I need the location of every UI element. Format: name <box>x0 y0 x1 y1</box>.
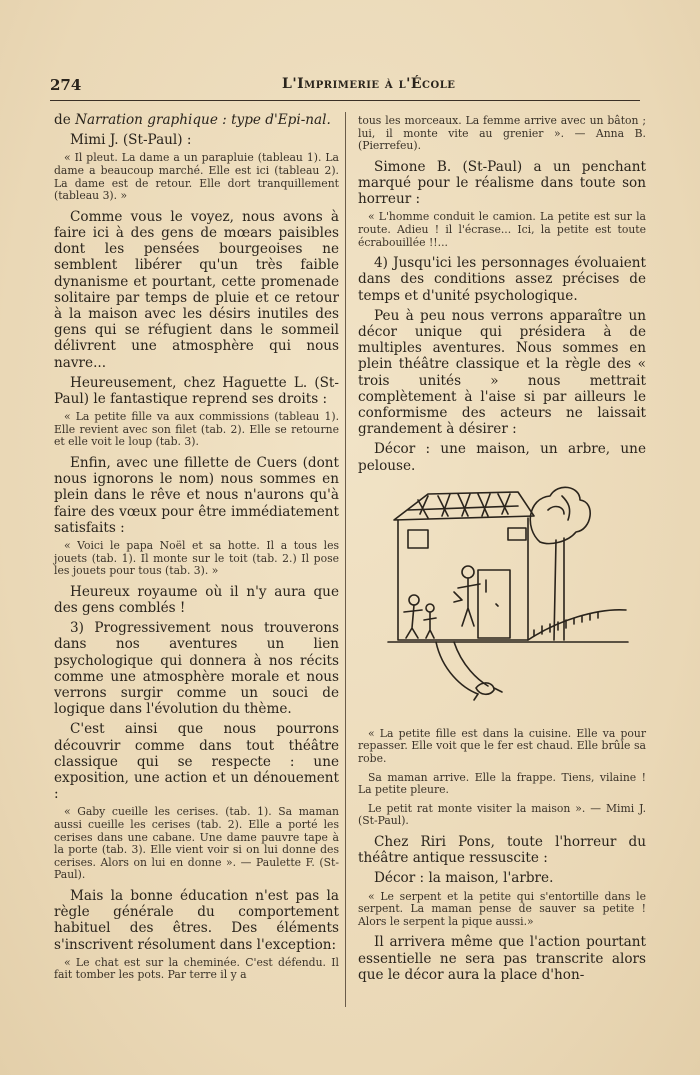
paragraph: Décor : une maison, un arbre, une pelouse. <box>358 441 646 474</box>
paragraph: Mimi J. (St-Paul) : <box>70 132 192 149</box>
paragraph: Enfin, avec une fillette de Cuers (dont nous ignorons le nom) nous sommes en plein dans le rêve et nous n'aurons qu'à faire des vœux pour être immédiatement satisfaits : <box>54 455 339 536</box>
page-number: 274 <box>50 76 82 94</box>
paragraph: Heureusement, chez Haguette L. (St-Paul) le fantastique reprend ses droits : <box>54 374 339 408</box>
text-span: de <box>54 112 76 128</box>
left-column <box>54 112 339 988</box>
quote: Sa maman arrive. Elle la frappe. Tiens, vilaine ! La petite pleure. <box>358 770 646 797</box>
child-drawing-house-illustration <box>358 480 646 720</box>
paragraph: 4) Jusqu'ici les personnages évoluaient dans des conditions assez précises de temps et d'unité psychologique. <box>358 255 646 304</box>
paragraph: Il arrivera même que l'action pourtant essentielle ne sera pas transcrite alors que le décor aura la place d'hon- <box>358 934 646 983</box>
quote: « La petite fille va aux commissions (tableau 1). Elle revient avec son filet (tab. 2). Elle se retourne et elle voit le loup (tab. 3). <box>54 410 339 449</box>
quote: « Le chat est sur la cheminée. C'est défendu. Il fait tomber les pots. Par terre il y a <box>54 955 339 982</box>
quote: « La petite fille est dans la cuisine. Elle va pour repasser. Elle voit que le fer est chaud. Elle brûle sa robe. <box>358 726 646 765</box>
page-header <box>50 72 640 101</box>
quote: tous les morceaux. La femme arrive avec un bâton ; lui, il monte vite au grenier ». — Anna B. (Pierrefeu). <box>358 114 646 153</box>
quote: « L'homme conduit le camion. La petite est sur la route. Adieu ! il l'écrase... Ici, la petite est toute écrabouillée !!... <box>358 210 646 249</box>
paragraph: Heureux royaume où il n'y aura que des gens comblés ! <box>54 583 339 616</box>
paragraph <box>54 112 339 128</box>
paragraph: 3) Progressivement nous trouverons dans nos aventures un lien psychologique qui donnera à nos récits comme une atmosphère morale et nous verrons surgir comme un souci de logique dans l'évolution du thème. <box>54 620 339 718</box>
paragraph: Décor : la maison, l'arbre. <box>374 870 554 887</box>
paragraph: Mais la bonne éducation n'est pas la règle générale du comportement habituel des êtres. Des éléments s'inscrivent résolument dans l'exception: <box>54 888 339 953</box>
quote: Le petit rat monte visiter la maison ». — Mimi J. (St-Paul). <box>358 801 646 828</box>
column-divider <box>345 112 346 1007</box>
quote: « Gaby cueille les cerises. (tab. 1). Sa maman aussi cueille les cerises (tab. 2). Elle a porté les cerises dans une cabane. Une dame pauvre tape à la porte (tab. 3). Elle vient voir si on lui donne des cerises. Alors on lui en donne ». — Paulette F. (St-Paul). <box>54 805 339 882</box>
paragraph: C'est ainsi que nous pourrons découvrir comme dans tout théâtre classique qui se respecte : une exposition, une action et un dénouement : <box>54 721 339 803</box>
paragraph: Peu à peu nous verrons apparaître un décor unique qui présidera à de multiples aventures. Nous sommes en plein théâtre classique et la règle des « trois unités » nous mettrait complètement à l'aise si par ailleurs le conformisme des acteurs ne laissait grandement à désirer : <box>358 307 646 438</box>
right-column <box>358 112 646 987</box>
quote: « Voici le papa Noël et sa hotte. Il a tous les jouets (tab. 1). Il monte sur le toit (tab. 2.) Il pose les jouets pour tous (tab. 3). » <box>54 539 339 578</box>
paragraph: Comme vous le voyez, nous avons à faire ici à des gens de mœars paisibles dont les pensées bourgeoises ne semblent libérer qu'un très faible dynanisme et pourtant, cette promenade solitaire par temps de pluie et ce retour à la maison avec les désirs inutiles des gens qui se réfugient dans le sommeil délivrent une atmosphère qui nous navre... <box>54 208 339 371</box>
quote: « Il pleut. La dame a un parapluie (tableau 1). La dame a beaucoup marché. Elle est ici (tableau 2). La dame est de retour. Elle dort tranquillement (tableau 3). » <box>54 151 339 203</box>
running-head: L'Imprimerie à l'École <box>282 76 456 92</box>
paragraph: Chez Riri Pons, toute l'horreur du théâtre antique ressuscite : <box>358 833 646 867</box>
quote: « Le serpent et la petite qui s'entortille dans le serpent. La maman pense de sauver sa petite ! Alors le serpent la pique aussi.» <box>358 889 646 928</box>
italic-title: Narration graphique : type d'Epi-nal. <box>75 112 331 128</box>
paragraph: Simone B. (St-Paul) a un penchant marqué pour le réalisme dans toute son horreur : <box>358 158 646 208</box>
